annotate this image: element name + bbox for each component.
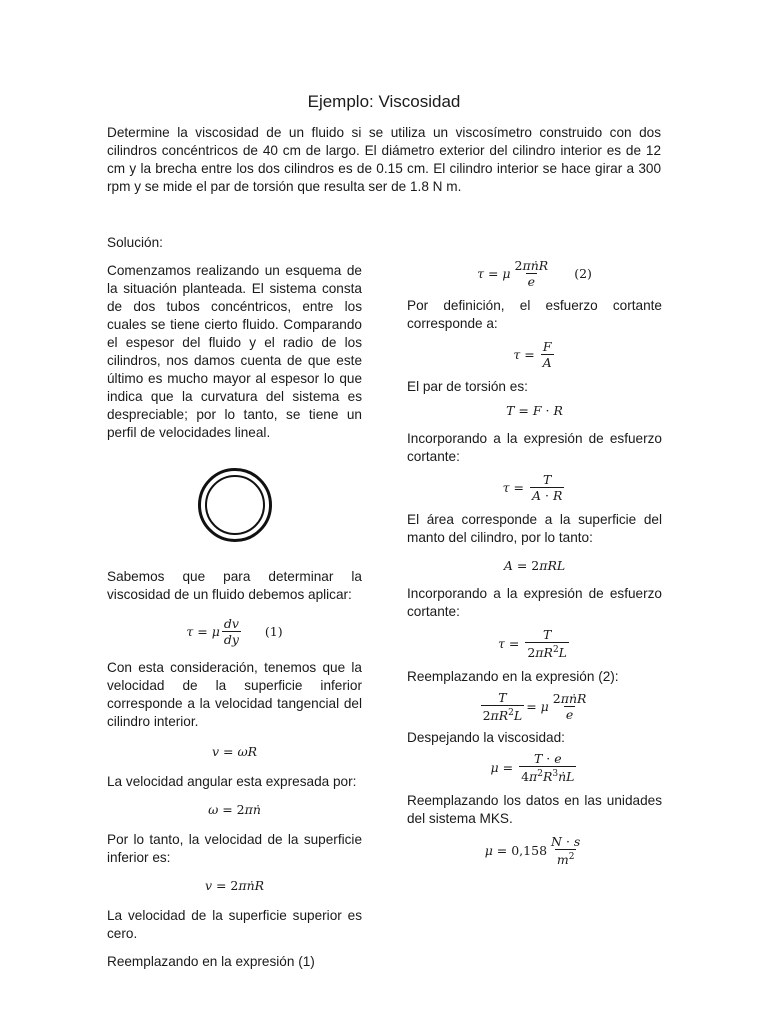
equation-mu-solved: μ = $\frac{T \cdot e}{4\pi^2R^3ṅL}$ [490, 751, 575, 785]
right-column [407, 258, 662, 868]
paragraph-solve-viscosity: Despejando la viscosidad: [407, 730, 565, 746]
left-column [107, 262, 362, 971]
paragraph-torque: El par de torsión es: [407, 379, 528, 394]
equation-tau-t-ar: τ = $\frac{T}{A \cdot R}$ [502, 472, 563, 503]
equation-mu-result: μ = 0,158 $\frac{N \cdot s}{m^2}$ [484, 834, 581, 868]
equation-v-omega-r: v = ωR [211, 744, 258, 759]
paragraph-area: El área corresponde a la superficie del manto del cilindro, por lo tanto: [407, 512, 662, 545]
equation-newton-viscosity: τ = μ $\frac{dv}{dy}$ (1) [186, 616, 283, 647]
equation-torque: T = F · R [506, 403, 563, 418]
paragraph-schema: Comenzamos realizando un esquema de la situación planteada. El sistema consta de dos tubos concéntricos, entre los cuales se tiene cierto fluido. Comparando el espesor del fluido y el radio de los cilindros, nos damos cuenta de que este último es mucho mayor al espesor lo que indica que la curvatura del sistema es despreciable; por lo tanto, se tiene un perfil de velocidades lineal. [107, 263, 362, 440]
equation-v-2pinr: v = 2 πṅR [204, 878, 265, 893]
outer-cylinder-ring [198, 468, 272, 542]
paragraph-mks-data: Reemplazando los datos en las unidades del sistema MKS. [407, 793, 662, 827]
inner-cylinder-ring [205, 475, 265, 535]
paragraph-viscosity-law: Sabemos que para determinar la viscosidad de un fluido debemos aplicar: [107, 569, 362, 602]
paragraph-incorporate-2: Incorporando a la expresión de esfuerzo cortante: [407, 586, 662, 619]
paragraph-lower-surface: Por lo tanto, la velocidad de la superficie inferior es: [107, 832, 362, 865]
equation-number-2: (2) [574, 265, 592, 281]
paragraph-upper-surface: La velocidad de la superficie superior es cero. [107, 908, 362, 941]
equation-tau-f-a: τ = $\frac{F}{A}$ [513, 339, 552, 370]
paragraph-shear-definition: Por definición, el esfuerzo cortante corresponde a: [407, 298, 662, 331]
concentric-cylinders-diagram [107, 468, 362, 542]
result-value: 0,158 [511, 843, 548, 859]
paragraph-angular-velocity: La velocidad angular esta expresada por: [107, 774, 357, 789]
problem-statement: Determine la viscosidad de un fluido si se utiliza un viscosímetro construido con dos cilindros concéntricos de 40 cm de largo. El diámetro exterior del cilindro interior es de 12 cm y la brecha entre los dos cilindros es de 0.15 cm. El cilindro interior se hace girar a 300 rpm y se mide el par de torsión que resulta ser de 1.8 N m. [107, 125, 661, 194]
page-title: Ejemplo: Viscosidad [307, 92, 461, 111]
equation-tau-2: τ = μ $\frac{\text{2πṅR}}{e}$ (2) [477, 258, 592, 289]
paragraph-replace-2: Reemplazando en la expresión (2): [407, 669, 619, 685]
paragraph-replace-1: Reemplazando en la expresión (1) [107, 954, 315, 969]
solution-label: Solución: [107, 235, 163, 250]
equation-area: A = 2 πRL [503, 558, 566, 573]
equation-tau-t-2pir2l: τ = $\frac{T}{2\pi R^2L}$ [498, 627, 567, 661]
equation-omega: ω = 2 πṅ [208, 802, 261, 817]
equation-number-1: (1) [264, 623, 283, 639]
paragraph-tangential-velocity: Con esta consideración, tenemos que la velocidad de la superficie inferior corresponde a la velocidad tangencial del cilindro interior. [107, 660, 362, 729]
paragraph-incorporate-1: Incorporando a la expresión de esfuerzo cortante: [407, 431, 662, 464]
equation-combined: $\frac{T}{2\pi R^2L}$ = μ $\frac{\text{2πṅR}}{e}$ [482, 690, 587, 724]
